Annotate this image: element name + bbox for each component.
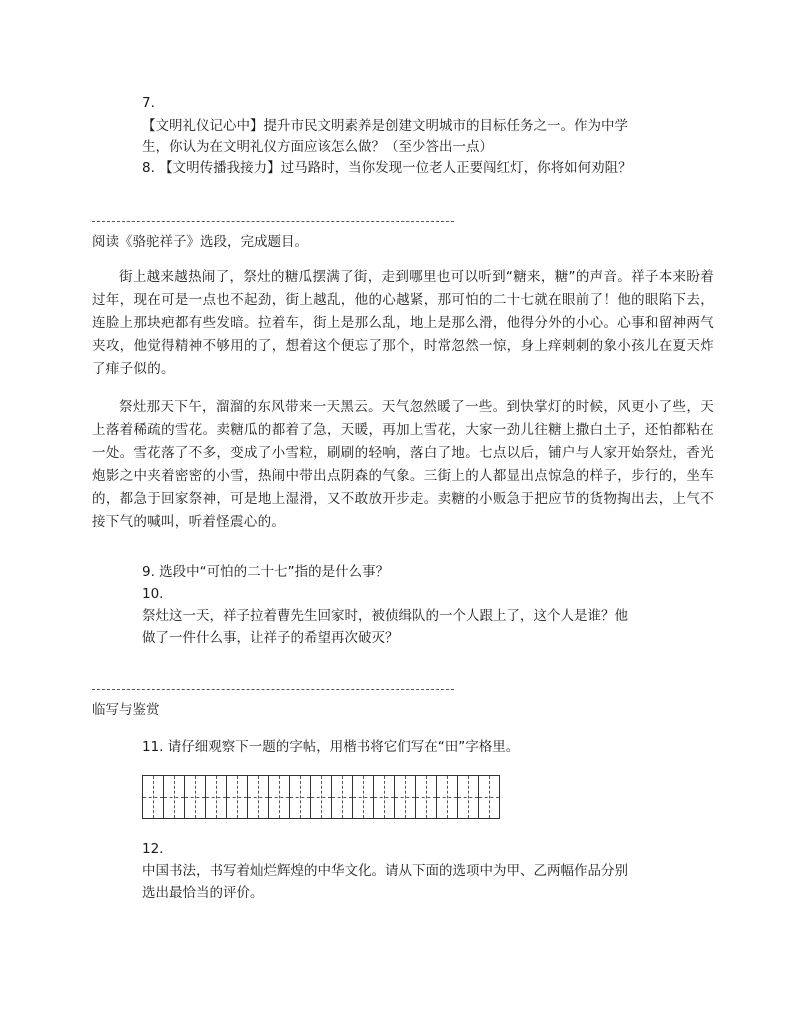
passage-paragraph-1: 街上越来越热闹了，祭灶的糖瓜摆满了街，走到哪里也可以听到“糖来，糖”的声音。祥子本来盼着过年，现在可是一点也不起劲，街上越乱，他的心越紧，那可怕的二十七就在眼前了！他的眼陷下去，连脸上那块疤都有些发暗。拉着车，街上是那么乱，地上是那么滑，他得分外的小心。心事和留神两气夹攻，他觉得精神不够用的了，想着这个便忘了那个，时常忽然一惊，身上痒刺刺的象小孩儿在夏天炸了痱子似的。: [92, 269, 714, 377]
q10-number: 10.: [142, 586, 164, 602]
tianzige-cell[interactable]: [247, 775, 269, 819]
tianzige-cell[interactable]: [163, 775, 185, 819]
q7-text-line1: 【文明礼仪记心中】提升市民文明素养是创建文明城市的目标任务之一。作为中学: [142, 118, 628, 134]
q12-text-line2: 选出最恰当的评价。: [142, 885, 264, 901]
q12-number: 12.: [142, 841, 164, 857]
tianzige-cell[interactable]: [142, 775, 164, 819]
q10-text-line1: 祭灶这一天，祥子拉着曹先生回家时，被侦缉队的一个人跟上了，这个人是谁？他: [142, 608, 628, 624]
section-divider-1: [92, 221, 454, 222]
q7-number: 7.: [142, 95, 155, 111]
tianzige-cell[interactable]: [289, 775, 311, 819]
tianzige-cell[interactable]: [226, 775, 248, 819]
q10-text-line2: 做了一件什么事，让祥子的希望再次破灭？: [142, 630, 399, 646]
q12-text-line1: 中国书法，书写着灿烂辉煌的中华文化。请从下面的选项中为甲、乙两幅作品分别: [142, 863, 628, 879]
tianzige-cell[interactable]: [205, 775, 227, 819]
q7-text-line2: 生，你认为在文明礼仪方面应该怎么做？（至少答出一点）: [142, 139, 493, 155]
tianzige-cell[interactable]: [394, 775, 416, 819]
passage-paragraph-2: 祭灶那天下午，溜溜的东风带来一天黑云。天气忽然暖了一些。到快掌灯的时候，风更小了些，天上落着稀疏的雪花。卖糖瓜的都着了急，天暖，再加上雪花，大家一劲儿往糖上撒白土子，还怕都粘在一处。雪花落了不多，变成了小雪粒，刷刷的轻响，落白了地。七点以后，铺户与人家开始祭灶，香光炮影之中夹着密密的小雪，热闹中带出点阴森的气象。三街上的人都显出点惊急的样子，步行的，坐车的，都急于回家祭神，可是地上湿滑，又不敢放开步走。卖糖的小贩急于把应节的货物掏出去，上气不接下气的喊叫，听着怪震心的。: [92, 399, 714, 530]
tianzige-cell[interactable]: [436, 775, 458, 819]
section2-heading: 阅读《骆驼祥子》选段，完成题目。: [92, 234, 308, 250]
tianzige-cell[interactable]: [184, 775, 206, 819]
tianzige-cell[interactable]: [310, 775, 332, 819]
tianzige-cell[interactable]: [457, 775, 479, 819]
tianzige-cell[interactable]: [478, 775, 500, 819]
section-divider-2: [92, 689, 454, 690]
section3-heading: 临写与鉴赏: [92, 702, 160, 718]
tianzige-cell[interactable]: [373, 775, 395, 819]
tianzige-writing-grid[interactable]: [142, 775, 499, 819]
tianzige-cell[interactable]: [352, 775, 374, 819]
q8-text: 8. 【文明传播我接力】过马路时，当你发现一位老人正要闯红灯，你将如何劝阻？: [142, 160, 632, 176]
tianzige-cell[interactable]: [415, 775, 437, 819]
tianzige-cell[interactable]: [268, 775, 290, 819]
q9-text: 9. 选段中“可怕的二十七”指的是什么事？: [142, 564, 390, 580]
tianzige-cell[interactable]: [331, 775, 353, 819]
q11-text: 11. 请仔细观察下一题的字帖，用楷书将它们写在“田”字格里。: [142, 739, 520, 755]
